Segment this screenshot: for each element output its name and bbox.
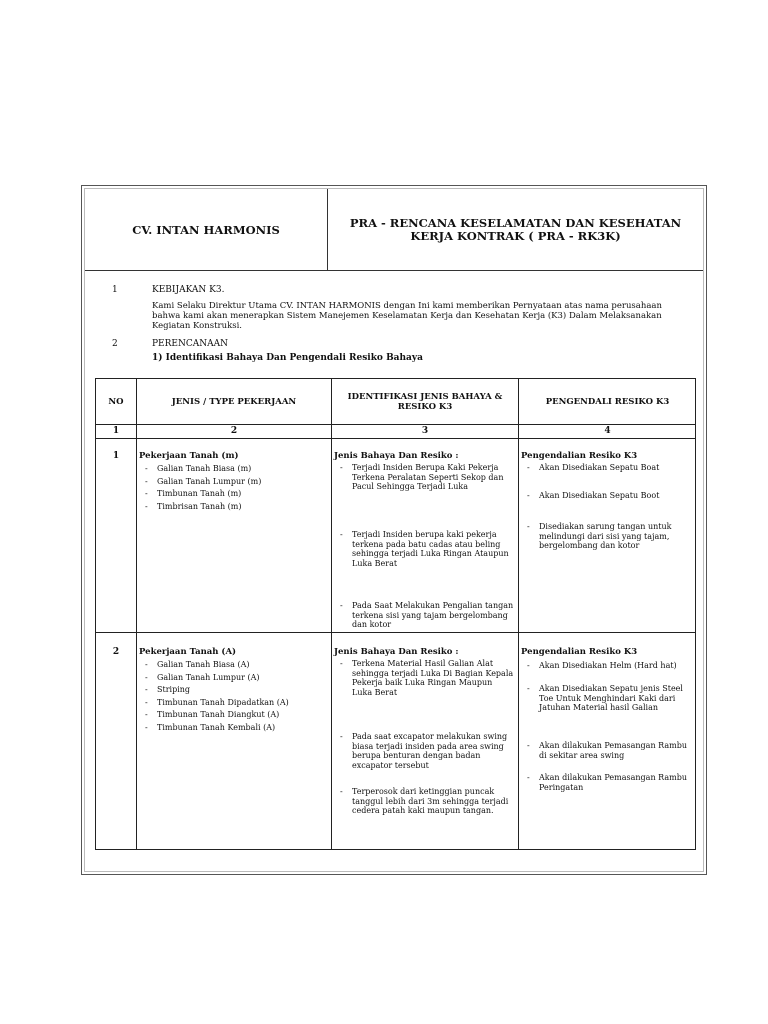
hazard-table bbox=[95, 378, 696, 850]
header-no: NO bbox=[108, 396, 124, 407]
header-hazard: IDENTIFIKASI JENIS BAHAYA & RESIKO K3 bbox=[347, 391, 503, 412]
list-item: - Akan Disediakan Helm (Hard hat) bbox=[521, 661, 693, 681]
section-2-title: PERENCANAAN bbox=[152, 339, 228, 349]
list-item: - Pada Saat Melakukan Pengalian tangan terkena sisi yang tajam bergelombang dan kotor bbox=[334, 601, 514, 630]
section-1-number: 1 bbox=[112, 285, 118, 295]
document-frame bbox=[84, 188, 704, 872]
list-item: - Timbunan Tanah Kembali (A) bbox=[139, 723, 327, 733]
document-page bbox=[81, 185, 707, 875]
col-number-4: 4 bbox=[604, 426, 611, 436]
list-item: - Timbunan Tanah (m) bbox=[139, 489, 327, 499]
list-item: - Akan Disediakan Sepatu Boat bbox=[521, 463, 693, 488]
list-item: - Galian Tanah Lumpur (m) bbox=[139, 477, 327, 487]
header-control: PENGENDALI RESIKO K3 bbox=[545, 396, 670, 407]
row-2-work bbox=[139, 647, 327, 735]
company-name: CV. INTAN HARMONIS bbox=[85, 189, 328, 271]
row-2-control bbox=[521, 647, 693, 795]
list-item: - Terjadi Insiden berupa kaki pekerja terkena pada batu cadas atau beling sehingga terjadi Luka Ringan Ataupun Luka Berat bbox=[334, 530, 514, 598]
list-item: - Timbunan Tanah Diangkut (A) bbox=[139, 710, 327, 720]
list-item: - Akan dilakukan Pemasangan Rambu di sekitar area swing bbox=[521, 741, 693, 770]
row-2-hazard bbox=[334, 647, 514, 819]
section-1-text: Kami Selaku Direktur Utama CV. INTAN HARMONIS dengan Ini kami memberikan Pernyataan atas nama perusahaan bahwa kami akan menerapkan Sistem Manejemen Keselamatan Kerja dan Kesehatan Kerja (K3) Dalam Melaksanakan Kegiatan Konstruksi. bbox=[152, 301, 662, 331]
section-2-number: 2 bbox=[112, 339, 118, 349]
col-number-2: 2 bbox=[230, 426, 238, 436]
row-1-hazard-title: Jenis Bahaya Dan Resiko : bbox=[334, 451, 459, 461]
list-item: - Terkena Material Hasil Galian Alat sehingga terjadi Luka Di Bagian Kepala Pekerja baik Luka Ringan Maupun Luka Berat bbox=[334, 659, 514, 729]
list-item: - Akan Disediakan Sepatu Boot bbox=[521, 491, 693, 519]
row-1-control bbox=[521, 451, 693, 554]
row-2-work-title: Pekerjaan Tanah (A) bbox=[139, 647, 237, 657]
list-item: - Terjadi Insiden Berupa Kaki Pekerja Terkena Peralatan Seperti Sekop dan Pacul Sehingga Terjadi Luka bbox=[334, 463, 514, 527]
list-item: - Galian Tanah Lumpur (A) bbox=[139, 673, 327, 683]
header-work-type: JENIS / TYPE PEKERJAAN bbox=[171, 396, 297, 407]
document-header bbox=[85, 189, 703, 271]
list-item: - Akan Disediakan Sepatu jenis Steel Toe Untuk Menghindari Kaki dari Jatuhan Material hasil Galian bbox=[521, 684, 693, 738]
list-item: - Pada saat excapator melakukan swing biasa terjadi insiden pada area swing berupa benturan dengan badan excapator tersebut bbox=[334, 732, 514, 784]
col-number-1: 1 bbox=[112, 426, 120, 436]
section-1-title: KEBIJAKAN K3. bbox=[152, 285, 225, 295]
row-2-control-title: Pengendalian Resiko K3 bbox=[521, 647, 638, 657]
list-item: - Galian Tanah Biasa (A) bbox=[139, 660, 327, 670]
col-number-3: 3 bbox=[421, 426, 429, 436]
list-item: - Galian Tanah Biasa (m) bbox=[139, 464, 327, 474]
document-title: PRA - RENCANA KESELAMATAN DAN KESEHATAN KERJA KONTRAK ( PRA - RK3K) bbox=[349, 216, 682, 243]
list-item: - Terperosok dari ketinggian puncak tanggul lebih dari 3m sehingga terjadi cedera patah kaki maupun tangan. bbox=[334, 787, 514, 816]
section-2-subtitle: 1) Identifikasi Bahaya Dan Pengendali Resiko Bahaya bbox=[152, 353, 423, 363]
row-1-control-title: Pengendalian Resiko K3 bbox=[521, 451, 638, 461]
row-1-no: 1 bbox=[112, 451, 120, 461]
row-1-hazard bbox=[334, 451, 514, 633]
row-2-hazard-title: Jenis Bahaya Dan Resiko : bbox=[334, 647, 459, 657]
list-item: - Disediakan sarung tangan untuk melindungi dari sisi yang tajam, bergelombang dan kotor bbox=[521, 522, 693, 551]
list-item: - Akan dilakukan Pemasangan Rambu Peringatan bbox=[521, 773, 693, 792]
row-1-work-title: Pekerjaan Tanah (m) bbox=[139, 451, 239, 461]
list-item: - Timbunan Tanah Dipadatkan (A) bbox=[139, 698, 327, 708]
row-2-no: 2 bbox=[112, 647, 120, 657]
row-1-work bbox=[139, 451, 327, 514]
list-item: - Striping bbox=[139, 685, 327, 695]
list-item: - Timbrisan Tanah (m) bbox=[139, 502, 327, 512]
